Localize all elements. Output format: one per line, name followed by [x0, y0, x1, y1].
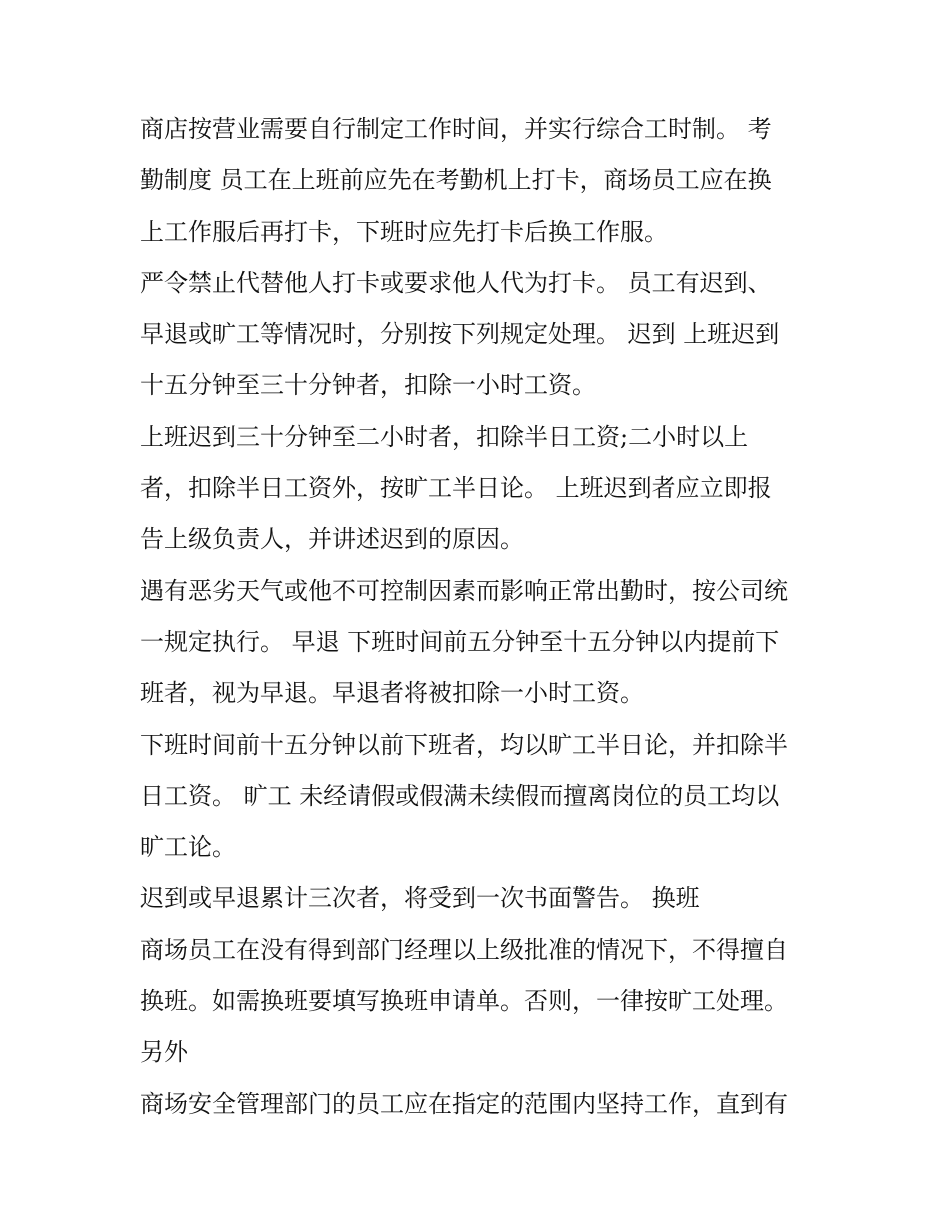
text-line: 旷工论。	[140, 833, 236, 862]
text-line: 十五分钟至三十分钟者，扣除一小时工资。	[140, 371, 596, 400]
text-line: 上班迟到三十分钟至二小时者，扣除半日工资;二小时以上	[140, 422, 749, 451]
text-line: 商场安全管理部门的员工应在指定的范围内坚持工作，直到有	[140, 1089, 788, 1118]
text-line: 上工作服后再打卡，下班时应先打卡后换工作服。	[140, 217, 668, 246]
text-line: 另外	[140, 1038, 188, 1067]
text-line: 一规定执行。 早退 下班时间前五分钟至十五分钟以内提前下	[140, 627, 780, 656]
text-line: 迟到或早退累计三次者，将受到一次书面警告。 换班	[140, 884, 700, 913]
text-line: 日工资。 旷工 未经请假或假满未续假而擅离岗位的员工均以	[140, 781, 780, 810]
text-line: 商场员工在没有得到部门经理以上级批准的情况下，不得擅自	[140, 935, 788, 964]
text-line: 早退或旷工等情况时，分别按下列规定处理。 迟到 上班迟到	[140, 320, 780, 349]
text-line: 换班。如需换班要填写换班申请单。否则，一律按旷工处理。	[140, 987, 788, 1016]
text-line: 遇有恶劣天气或他不可控制因素而影响正常出勤时，按公司统	[140, 576, 788, 605]
text-line: 者，扣除半日工资外，按旷工半日论。 上班迟到者应立即报	[140, 474, 772, 503]
text-line: 下班时间前十五分钟以前下班者，均以旷工半日论，并扣除半	[140, 730, 788, 759]
text-line: 商店按营业需要自行制定工作时间，并实行综合工时制。 考	[140, 115, 772, 143]
text-line: 告上级负责人，并讲述迟到的原因。	[140, 525, 524, 554]
document-body	[140, 104, 820, 1130]
text-line: 勤制度 员工在上班前应先在考勤机上打卡，商场员工应在换	[140, 166, 772, 195]
text-line: 严令禁止代替他人打卡或要求他人代为打卡。 员工有迟到、	[140, 268, 772, 297]
text-line: 班者，视为早退。早退者将被扣除一小时工资。	[140, 679, 644, 708]
